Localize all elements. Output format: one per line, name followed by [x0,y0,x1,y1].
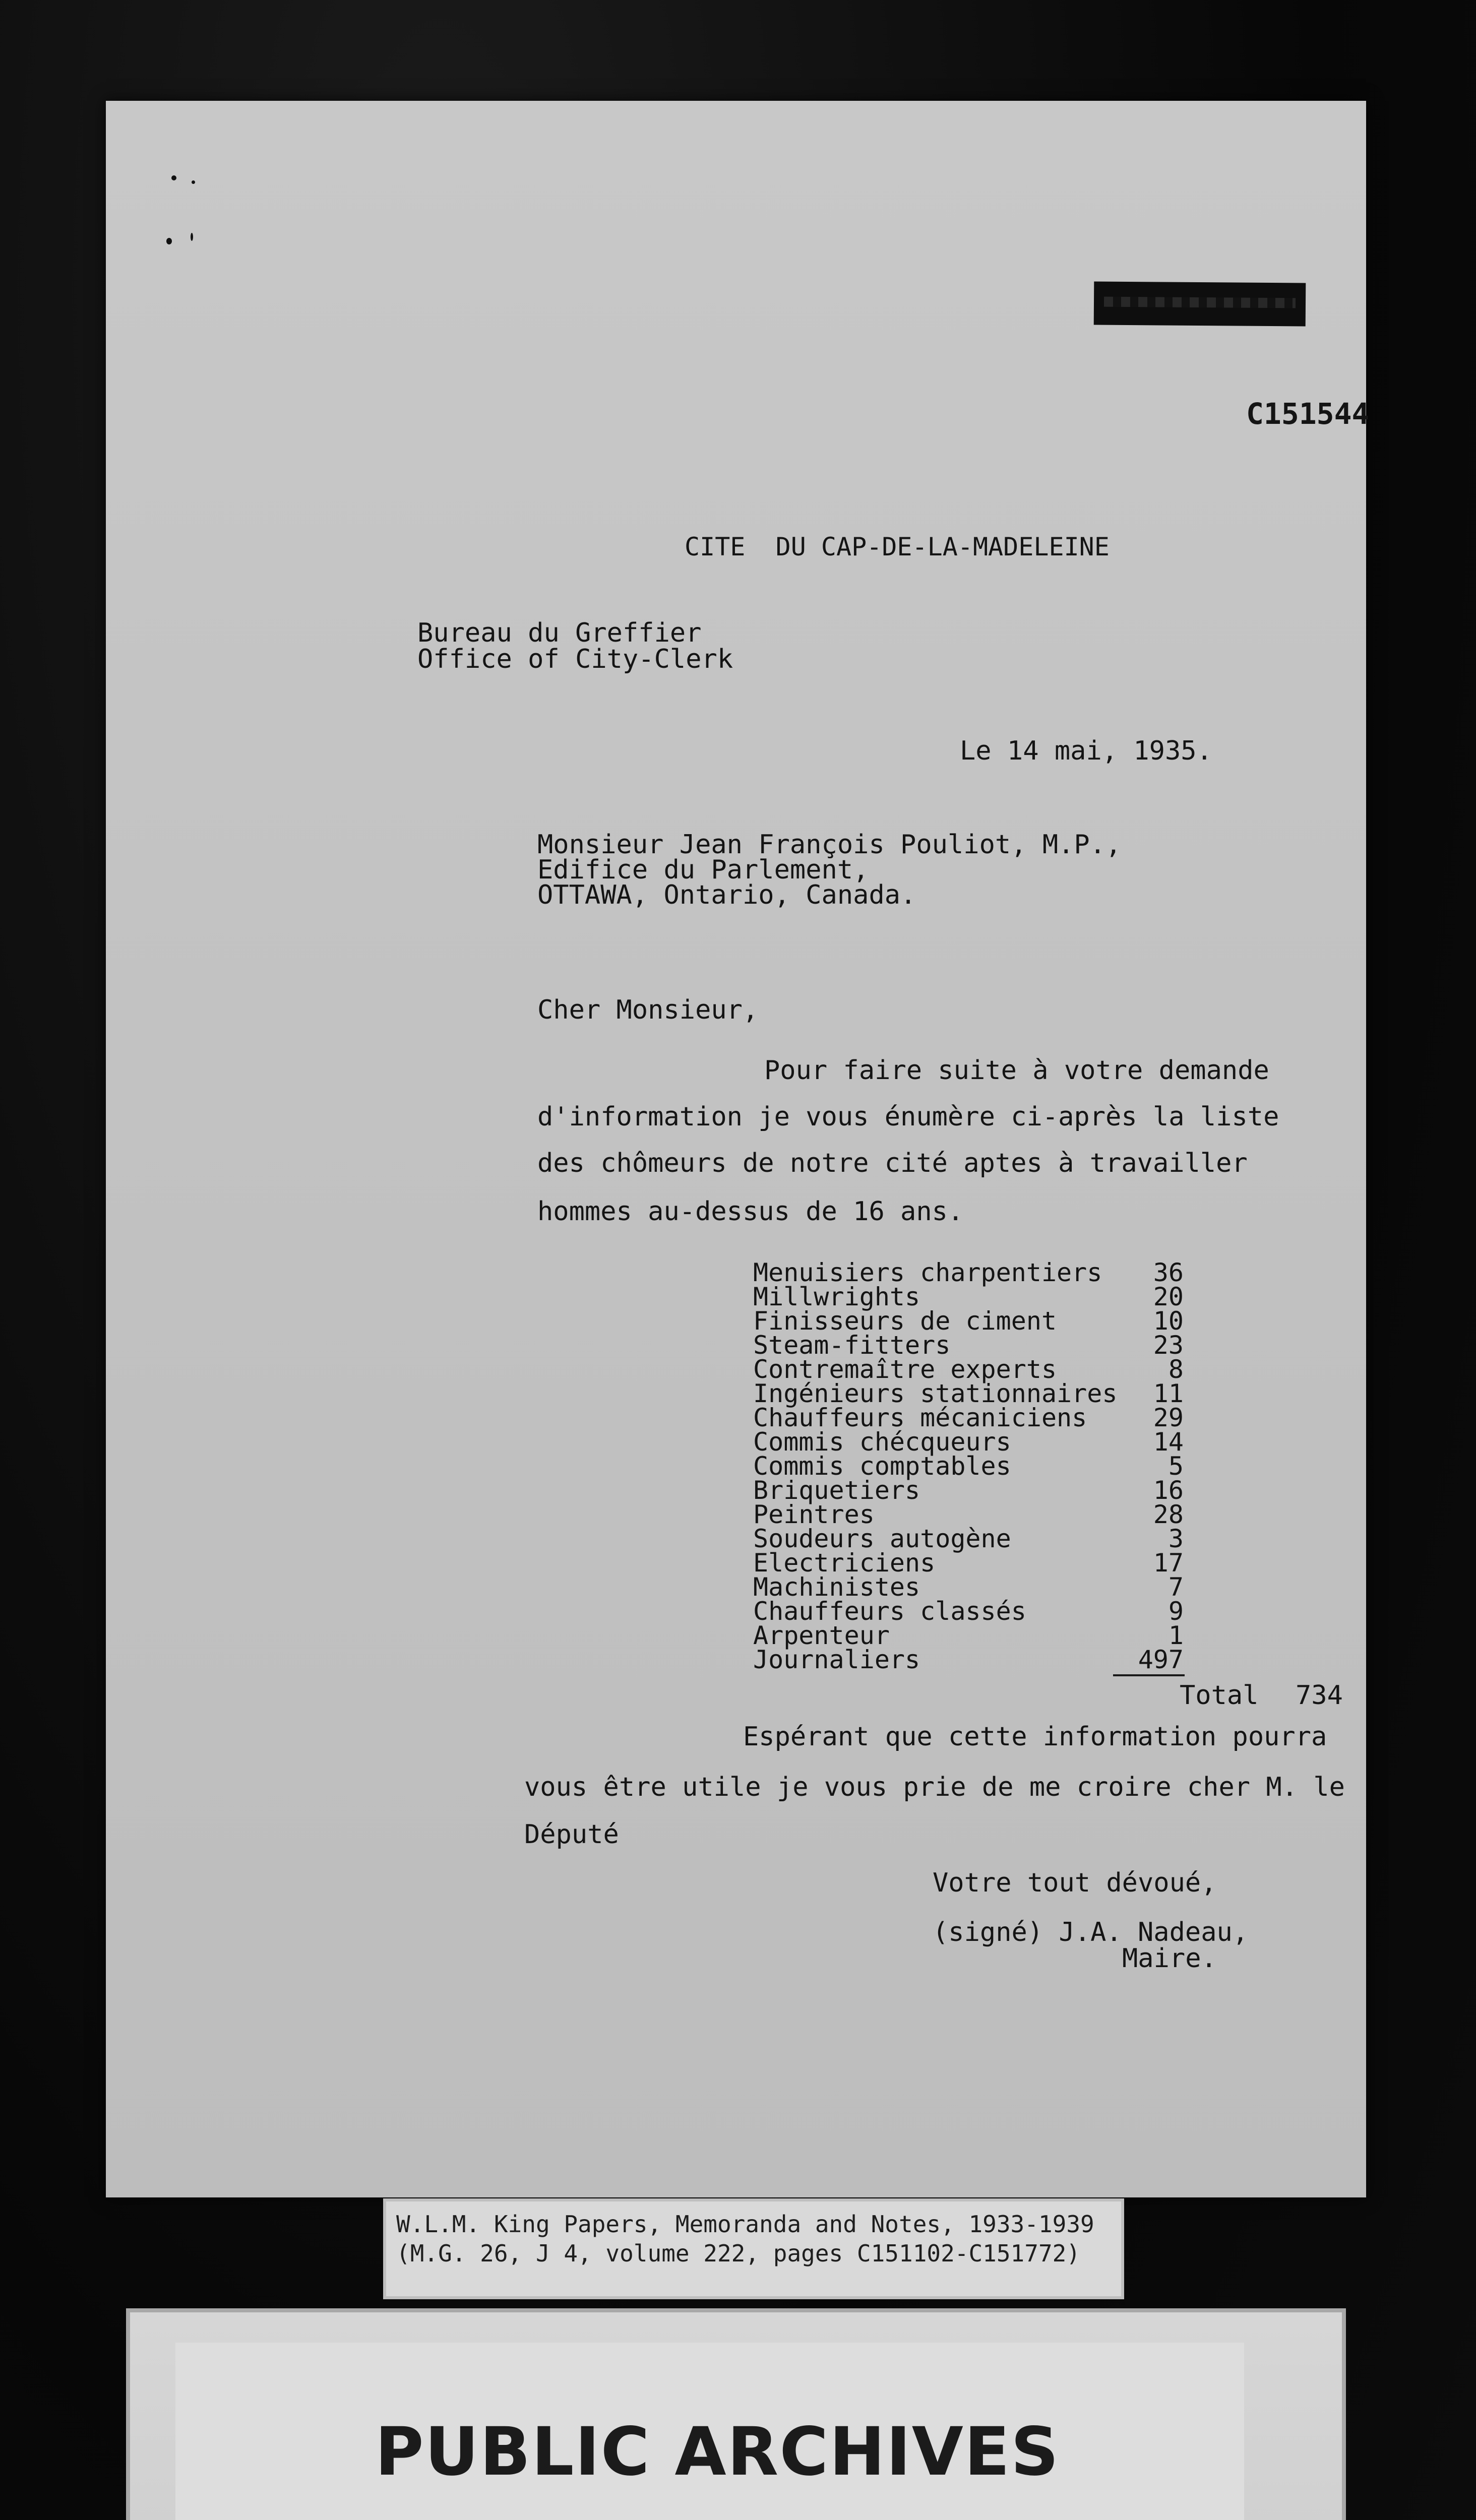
trade-label: Chauffeurs mécaniciens [753,1403,1087,1432]
city-heading: CITE DU CAP-DE-LA-MADELEINE [685,532,1110,561]
total-value: 734 [1296,1680,1343,1711]
trade-label: Soudeurs autogène [753,1524,1011,1553]
trade-label: Commis chécqueurs [753,1427,1011,1457]
trade-count: 7 [1168,1572,1184,1602]
page-speck [192,180,195,184]
letter-date: Le 14 mai, 1935. [960,736,1212,766]
trade-label: Peintres [753,1500,875,1529]
trade-count: 10 [1153,1306,1184,1336]
signature-line: (signé) J.A. Nadeau, [933,1917,1249,1947]
trade-label: Journaliers [753,1645,920,1674]
page-speck [166,238,172,244]
recipient-building: Edifice du Parlement, [537,855,869,885]
reference-card-line: W.L.M. King Papers, Memoranda and Notes, 1933-1939 [396,2211,1094,2238]
total-label: Total [1180,1680,1259,1711]
recipient-city: OTTAWA, Ontario, Canada. [537,880,916,910]
trade-count: 29 [1153,1403,1184,1432]
trade-label: Briquetiers [753,1476,920,1505]
trade-count: 14 [1153,1427,1184,1457]
closing-line: Espérant que cette information pourra [743,1722,1327,1752]
signature-line: Votre tout dévoué, [933,1868,1217,1898]
page-speck [171,175,176,180]
trade-label: Millwrights [753,1282,920,1311]
salutation: Cher Monsieur, [537,995,759,1025]
trade-label: Arpenteur [753,1621,890,1650]
signature-title: Maire. [1122,1943,1217,1974]
trade-count: 497 [1138,1645,1184,1674]
trade-count: 11 [1153,1379,1184,1408]
trade-label: Commis comptables [753,1452,1011,1481]
trade-count: 8 [1168,1355,1184,1384]
reference-number: C151544 [1246,397,1370,431]
trade-count: 1 [1168,1621,1184,1650]
trade-count: 17 [1153,1548,1184,1578]
trade-label: Menuisiers charpentiers [753,1258,1102,1287]
reference-card [383,2198,1124,2299]
bureau-line-en: Office of City-Clerk [417,644,733,674]
trade-count: 3 [1168,1524,1184,1553]
trade-count: 16 [1153,1476,1184,1505]
closing-line: vous être utile je vous prie de me croire cher M. le [524,1772,1345,1802]
reference-card-line: (M.G. 26, J 4, volume 222, pages C151102-C151772) [396,2240,1081,2267]
trade-label: Steam-fitters [753,1331,951,1360]
body-line: d'information je vous énumère ci-après la liste [537,1102,1279,1132]
archives-title-en: PUBLIC ARCHIVES [375,2413,1060,2491]
trade-count: 36 [1153,1258,1184,1287]
archives-board [126,2308,1346,2520]
trade-label: Ingénieurs stationnaires [753,1379,1118,1408]
trade-count: 20 [1153,1282,1184,1311]
body-line: hommes au-dessus de 16 ans. [537,1196,964,1227]
trade-label: Contremaître experts [753,1355,1057,1384]
trade-count: 9 [1168,1597,1184,1626]
page-speck [191,233,193,241]
sum-rule [1113,1674,1185,1676]
trade-label: Chauffeurs classés [753,1597,1026,1626]
body-line: des chômeurs de notre cité aptes à travailler [537,1148,1248,1178]
trade-label: Electriciens [753,1548,936,1578]
trade-label: Machinistes [753,1572,920,1602]
trade-count: 23 [1153,1331,1184,1360]
recipient-name: Monsieur Jean François Pouliot, M.P., [537,830,1122,860]
letter-page [106,101,1370,2197]
body-line: Pour faire suite à votre demande [764,1055,1269,1086]
trade-label: Finisseurs de ciment [753,1306,1057,1336]
trade-count: 5 [1168,1452,1184,1481]
trade-count: 28 [1153,1500,1184,1529]
bureau-line-fr: Bureau du Greffier [417,618,702,648]
redacted-stamp [1094,282,1306,327]
closing-line: Député [524,1819,619,1850]
